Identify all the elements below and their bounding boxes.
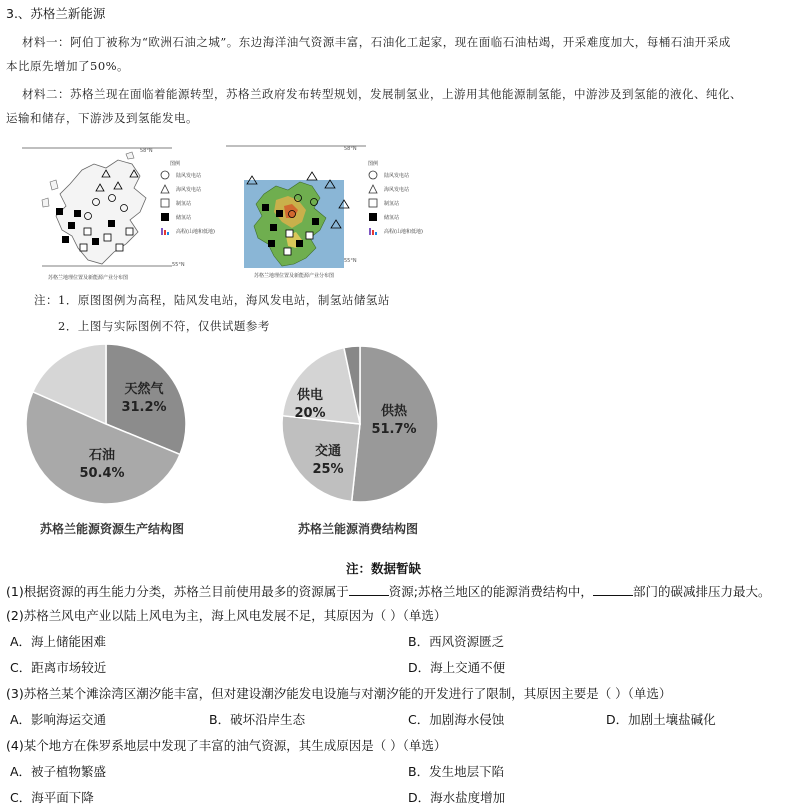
pie-production-svg — [22, 340, 202, 510]
q3-option-b[interactable]: B．破坏沿岸生态 — [209, 712, 306, 727]
hydrogen-production-icon — [160, 198, 170, 208]
elevation-icon-right — [368, 226, 378, 236]
material1-line2: 本比原先增加了50%。 — [6, 59, 130, 73]
map-right-lat-bottom: 55°N — [344, 258, 357, 264]
q4-option-d[interactable]: D．海水盐度增加 — [408, 790, 506, 805]
map-note-2: 2．上图与实际图例不符，仅供试题参考 — [58, 319, 270, 333]
map-left-lat: 58°N — [140, 148, 153, 154]
material1-line1: 材料一：阿伯丁被称为“欧洲石油之城”。东边海洋油气资源丰富，石油化工起家，现在面临石油枯竭，开采难度加大，每桶石油开采成 — [22, 35, 731, 49]
q1-blank-1[interactable] — [349, 583, 389, 596]
q2-option-d[interactable]: D．海上交通不便 — [408, 660, 506, 675]
q2-option-b[interactable]: B．西风资源匮乏 — [408, 634, 505, 649]
map-right-lat: 58°N — [344, 146, 357, 152]
pie2-value-heat: 51.7% — [371, 422, 417, 437]
q1-text-c: 部门的碳减排压力最大。 — [632, 584, 771, 599]
pie1-title: 苏格兰能源资源生产结构图 — [40, 522, 185, 536]
offshore-wind-icon — [160, 184, 170, 194]
q2-option-c[interactable]: C．距离市场较近 — [10, 660, 107, 675]
hydrogen-production-icon-right — [368, 198, 378, 208]
q4-option-c[interactable]: C．海平面下降 — [10, 790, 94, 805]
question-3-stem: (3)苏格兰某个滩涂湾区潮汐能丰富，但对建设潮汐能发电设施与对潮汐能的开发进行了限制，其原因主要是（ ）（单选） — [6, 686, 672, 701]
offshore-wind-icon-right — [368, 184, 378, 194]
map-right-caption: 苏格兰地理位置及新能源产业分布图 — [254, 273, 335, 279]
legend-item-offshore: 海风发电站 — [176, 186, 202, 193]
question-4-stem: (4)某个地方在侏罗系地层中发现了丰富的油气资源，其生成原因是（ ）（单选） — [6, 738, 447, 753]
hydrogen-storage-icon-right — [368, 212, 378, 222]
map-left-caption: 苏格兰地理位置及新能源产业分布图 — [48, 275, 129, 281]
legend-item-offshore-right: 海风发电站 — [384, 186, 410, 193]
pie2-label-heat: 供热 — [380, 404, 407, 419]
legend-item-elevation-right: 高程(山地和低地) — [384, 228, 423, 235]
map-right — [226, 140, 379, 282]
map-right-legend — [368, 160, 438, 240]
elevation-icon — [160, 226, 170, 236]
pie2-value-transport: 25% — [312, 462, 344, 477]
pie1-label-gas: 天然气 — [124, 382, 164, 397]
pie-chart-consumption — [280, 340, 450, 510]
material2-line1: 材料二：苏格兰现在面临着能源转型，苏格兰政府发布转型规划，发展制氢业，上游用其他能源制氢能，中游涉及到氢能的液化、纯化、 — [22, 87, 742, 101]
legend-item-onshore: 陆风发电站 — [176, 172, 202, 179]
pie1-label-oil: 石油 — [88, 448, 115, 463]
legend-item-elevation: 高程(山地和低地) — [176, 228, 215, 235]
map-note-1: 注：1．原图图例为高程，陆风发电站，海风发电站，制氢站储氢站 — [34, 293, 390, 307]
pie2-label-transport: 交通 — [314, 444, 341, 459]
pie2-value-power: 20% — [294, 406, 326, 421]
hydrogen-storage-icon — [160, 212, 170, 222]
map-left-lat-bottom: 55°N — [172, 262, 185, 268]
q3-option-c[interactable]: C．加剧海水侵蚀 — [408, 712, 505, 727]
question-1 — [6, 582, 770, 600]
pie1-value-oil: 50.4% — [79, 466, 125, 481]
pie2-label-power: 供电 — [296, 388, 323, 403]
onshore-wind-icon — [160, 170, 170, 180]
q3-option-a[interactable]: A．影响海运交通 — [10, 712, 107, 727]
pie1-value-gas: 31.2% — [121, 400, 167, 415]
q2-option-a[interactable]: A．海上储能困难 — [10, 634, 107, 649]
material2-line2: 运输和储存，下游涉及到氢能发电。 — [6, 111, 198, 125]
question-2-stem: (2)苏格兰风电产业以陆上风电为主，海上风电发展不足，其原因为（ ）（单选） — [6, 608, 447, 623]
legend-item-storage-right: 储氢站 — [384, 214, 400, 221]
map-left-legend — [160, 160, 220, 240]
question-title: 3.、苏格兰新能源 — [6, 6, 106, 21]
legend-item-production-right: 制氢站 — [384, 200, 400, 207]
legend-item-onshore-right: 陆风发电站 — [384, 172, 410, 179]
legend-title: 图例 — [170, 161, 181, 167]
q4-option-b[interactable]: B．发生地层下陷 — [408, 764, 505, 779]
pie-chart-production — [22, 340, 202, 510]
data-note: 注：数据暂缺 — [346, 561, 422, 576]
legend-item-storage: 储氢站 — [176, 214, 192, 221]
q1-blank-2[interactable] — [593, 583, 633, 596]
q1-text-b: 资源;苏格兰地区的能源消费结构中， — [388, 584, 593, 599]
pie2-title: 苏格兰能源消费结构图 — [298, 522, 419, 536]
legend-item-production: 制氢站 — [176, 200, 192, 207]
legend-title-right: 图例 — [368, 161, 379, 167]
q3-option-d[interactable]: D．加剧土壤盐碱化 — [606, 712, 716, 727]
q1-text-a: (1)根据资源的再生能力分类，苏格兰目前使用最多的资源属于 — [6, 584, 349, 599]
q4-option-a[interactable]: A．被子植物繁盛 — [10, 764, 107, 779]
onshore-wind-icon-right — [368, 170, 378, 180]
